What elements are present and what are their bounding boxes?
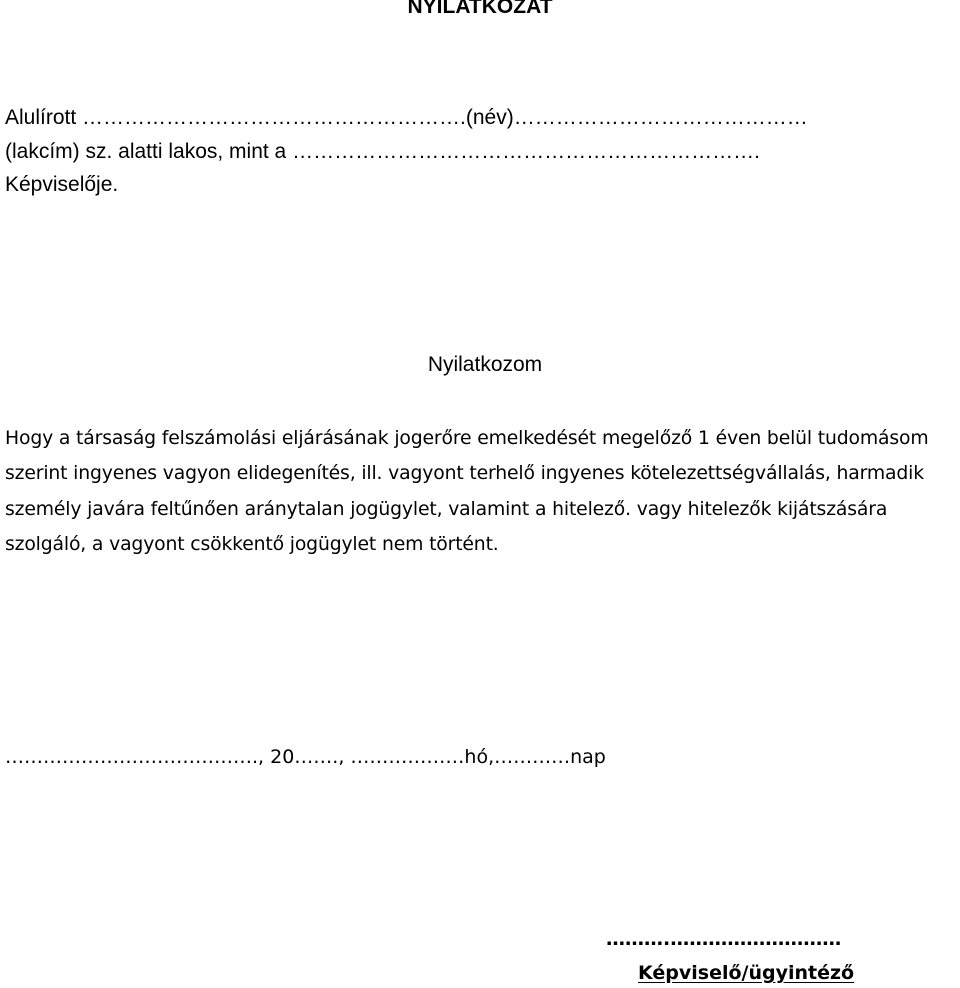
- declarant-role-line: Képviselője.: [5, 173, 119, 196]
- date-place-line: …………………………………., 20……., ………………hó,…………nap: [5, 746, 606, 768]
- declaration-body: Hogy a társaság felszámolási eljárásának jogerőre emelkedését megelőző 1 éven belül tudomásom szerint ingyenes vagyon elidegenítés, ill. vagyont terhelő ingyenes kötelezettségvállalás, harmadik személy javára feltűnően aránytalan jogügylet, valamint a hitelező. vagy hitelezők kijátszására szolgáló, a vagyont csökkentő jogügylet nem történt.: [5, 428, 929, 556]
- declarant-name-line: Alulírott ……………………………………………….(név)……………………………………: [5, 106, 808, 129]
- declarant-block: [5, 101, 960, 202]
- declarant-address-line: (lakcím) sz. alatti lakos, mint a ………………………………………………………….: [5, 139, 760, 163]
- declaration-heading: Nyilatkozom: [427, 353, 543, 376]
- signature-label: Képviselő/ügyintéző: [638, 962, 855, 984]
- document-title: NYILATKOZAT: [407, 0, 553, 18]
- signature-line: ……….………………………: [606, 928, 842, 950]
